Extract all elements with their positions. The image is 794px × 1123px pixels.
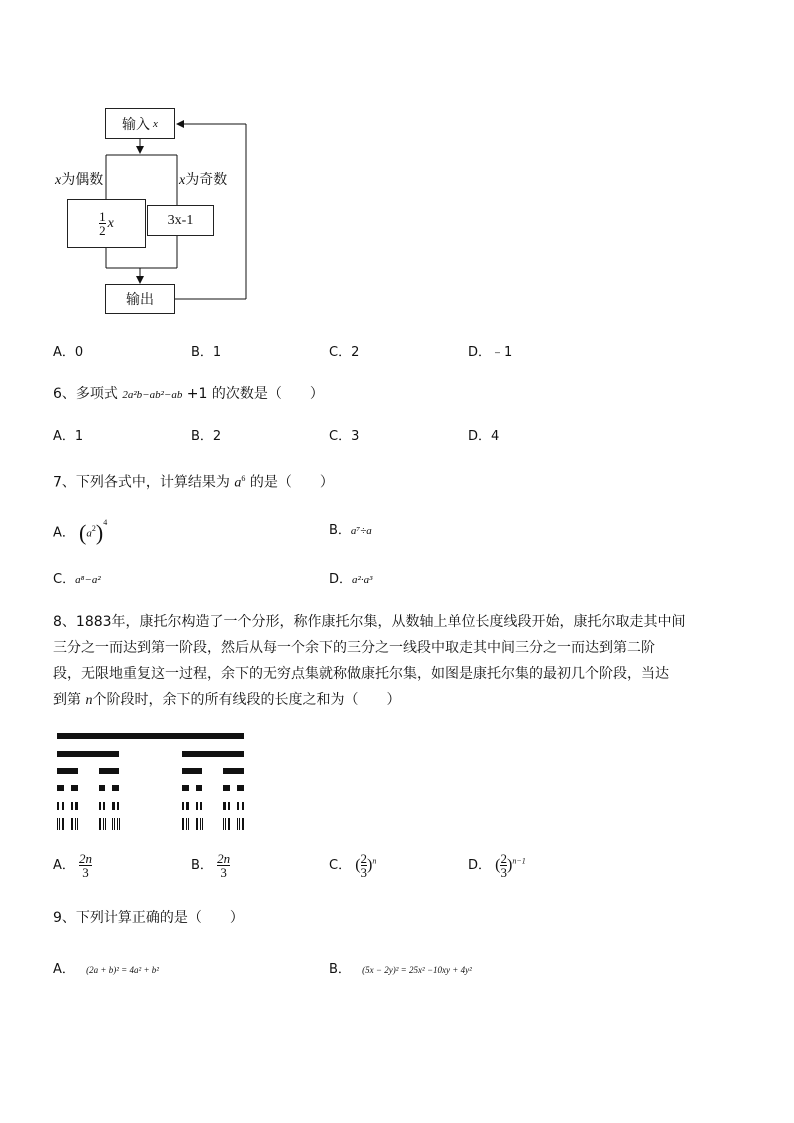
q6-option-d[interactable] (468, 428, 499, 446)
input-label: 输入 (122, 116, 151, 133)
q7-option-d[interactable] (329, 571, 372, 589)
cantor-segment (223, 785, 230, 791)
q6-prefix: 6、多项式 (53, 386, 118, 402)
cantor-segment (243, 818, 244, 830)
cantor-segment (75, 802, 78, 810)
q8-line-3: 段，无限地重复这一过程，余下的无穷点集就称做康托尔集，如图是康托尔集的最初几个阶段，当达 (53, 666, 669, 682)
half-var: x (107, 215, 114, 231)
cantor-segment (188, 818, 189, 830)
cantor-segment (229, 818, 230, 830)
cantor-segment (182, 785, 189, 791)
cantor-segment (57, 768, 78, 774)
cantor-segment (182, 751, 244, 757)
q8-option-b-letter: B． (191, 858, 213, 873)
cantor-segment (72, 818, 73, 830)
q6-suffix: 的次数是（ ） (211, 386, 324, 402)
cantor-set-figure (57, 733, 247, 833)
q8-option-c-exp: n (372, 856, 377, 866)
q7-option-b-letter: B． (329, 523, 351, 538)
q7-option-a-outer-exp: 4 (103, 518, 108, 527)
q8-option-d-exp: n−1 (512, 856, 526, 866)
q8-option-d-letter: D． (468, 858, 492, 873)
q8-option-a-den: 3 (82, 865, 89, 880)
q8-option-d-den: 3 (500, 865, 507, 880)
q8-option-a-fraction (79, 852, 92, 879)
q8-line-1: 8、1883年，康托尔构造了一个分形，称作康托尔集，从数轴上单位长度线段开始，康托尔取走其中间 (53, 614, 686, 630)
q8-line-2: 三分之一而达到第一阶段，然后从每一个余下的三分之一线段中取走其中间三分之一而达到第二阶 (53, 640, 655, 656)
odd-condition-var: x (179, 173, 186, 188)
half-den: 2 (99, 223, 106, 238)
q7-option-d-letter: D． (329, 572, 353, 587)
q5-option-a-text: 0 (74, 345, 84, 360)
q7-option-a[interactable]: A． $(a^2)^4$ (53, 518, 108, 545)
q9-option-a-letter: A． (53, 962, 75, 977)
q9-option-b-letter: B． (329, 962, 351, 977)
q9-option-a[interactable] (53, 960, 159, 979)
cantor-segment (99, 802, 101, 810)
output-label: 输出 (126, 292, 154, 308)
even-condition-text: 为偶数 (61, 172, 104, 188)
q8-line-4 (53, 690, 400, 711)
q5-option-c-letter: C． (329, 345, 352, 360)
q8-option-c[interactable]: C． ( $\frac{2}{3}$ )$^n$ (329, 851, 377, 880)
cantor-segment (99, 785, 105, 791)
cantor-segment (103, 802, 105, 810)
q6-option-d-text: 4 (491, 429, 500, 444)
q6-option-b-text: 2 (212, 429, 222, 444)
q5-option-d-letter: D． (468, 345, 492, 360)
cantor-segment (103, 818, 104, 830)
input-var: x (153, 117, 158, 130)
q8-line-4-pre: 到第 (53, 692, 81, 708)
q8-line-4-post: 个阶段时，余下的所有线段的长度之和为（ ） (92, 692, 401, 708)
cantor-segment (182, 802, 184, 810)
q8-option-b-num: 2n (217, 851, 231, 866)
cantor-segment (117, 818, 118, 830)
even-condition (55, 169, 103, 189)
q6-option-c[interactable] (329, 428, 359, 446)
q8-option-a-num: 2n (79, 851, 93, 866)
q8-option-c-num: 2 (360, 851, 368, 866)
cantor-segment (228, 802, 230, 810)
half-num: 1 (99, 209, 106, 224)
q7-suffix: 的是（ ） (249, 474, 334, 491)
odd-condition-text: 为奇数 (185, 172, 228, 188)
q8-option-b-fraction (217, 852, 230, 879)
q6-option-b[interactable] (191, 428, 221, 446)
cantor-segment (242, 802, 244, 810)
output-box (105, 284, 175, 314)
q6-plus-one: +1 (186, 386, 208, 402)
q5-option-c[interactable] (329, 344, 359, 362)
q8-option-d[interactable]: D． ( $\frac{2}{3}$ )$^{n-1}$ (468, 851, 526, 880)
q5-option-d[interactable] (468, 344, 512, 362)
cantor-segment (112, 785, 119, 791)
cantor-segment (223, 802, 226, 810)
q7-option-a-base: a (86, 527, 92, 540)
cantor-segment (237, 785, 244, 791)
q6-option-c-text: 3 (351, 429, 360, 444)
cantor-segment (237, 818, 238, 830)
q7-stem (53, 469, 334, 494)
cantor-segment (114, 818, 115, 830)
cantor-segment (105, 818, 106, 830)
even-condition-var: x (55, 173, 62, 188)
q9-option-a-text: (2a + b)² = 4a² + b² (86, 965, 159, 975)
cantor-segment (77, 818, 78, 830)
q5-option-c-text: 2 (351, 345, 360, 360)
three-x-minus-one-label: 3x-1 (167, 212, 194, 228)
q8-option-b-den: 3 (220, 865, 227, 880)
q9-option-b[interactable] (329, 960, 472, 979)
cantor-segment (57, 818, 58, 830)
cantor-segment (182, 768, 202, 774)
q6-option-a-text: 1 (74, 429, 84, 444)
cantor-segment (57, 751, 119, 757)
q7-option-a-inner-exp: 2 (91, 524, 96, 533)
q8-option-d-num: 2 (500, 851, 507, 866)
q7-prefix: 7、下列各式中，计算结果为 (53, 474, 230, 491)
cantor-segment (59, 818, 60, 830)
cantor-segment (57, 802, 59, 810)
q9-option-b-text: (5x − 2y)² = 25x² −10xy + 4y² (362, 965, 472, 975)
input-box (105, 108, 175, 139)
cantor-segment (75, 818, 76, 830)
q6-expression: 2a²b−ab²−ab (122, 389, 183, 401)
cantor-segment (62, 802, 64, 810)
cantor-segment (186, 818, 187, 830)
q6-option-c-letter: C． (329, 429, 352, 444)
cantor-segment (186, 802, 189, 810)
cantor-segment (196, 785, 202, 791)
cantor-segment (112, 818, 113, 830)
q7-option-b[interactable] (329, 522, 372, 540)
q7-option-b-text: a⁷÷a (350, 525, 372, 537)
cantor-segment (225, 818, 226, 830)
q6-option-a[interactable] (53, 428, 83, 446)
cantor-segment (100, 818, 101, 830)
q6-option-d-letter: D． (468, 429, 492, 444)
half-x-box (67, 199, 146, 248)
q8-option-b[interactable] (191, 852, 230, 879)
cantor-segment (119, 818, 120, 830)
q5-option-b-letter: B． (191, 345, 213, 360)
cantor-segment (237, 802, 239, 810)
q5-option-d-text: ﹣1 (491, 345, 513, 360)
cantor-segment (57, 733, 244, 739)
cantor-segment (71, 802, 73, 810)
cantor-segment (112, 802, 115, 810)
cantor-segment (196, 802, 198, 810)
cantor-segment (99, 768, 119, 774)
q8-option-c-letter: C． (329, 858, 352, 873)
q6-stem (53, 384, 324, 405)
q7-option-c[interactable] (53, 571, 101, 589)
q7-option-c-text: a⁸−a² (75, 574, 101, 586)
cantor-segment (183, 818, 184, 830)
q6-option-b-letter: B． (191, 429, 213, 444)
q9-stem: 9、下列计算正确的是（ ） (53, 910, 244, 926)
q7-target-base: a (234, 475, 242, 491)
cantor-segment (239, 818, 240, 830)
cantor-segment (200, 818, 201, 830)
q7-target-exp: 6 (241, 474, 246, 483)
cantor-segment (223, 818, 224, 830)
three-x-minus-one-box (147, 205, 214, 236)
q5-option-b[interactable] (191, 344, 221, 362)
q8-option-a[interactable] (53, 852, 92, 879)
cantor-segment (200, 802, 202, 810)
odd-condition (179, 169, 227, 189)
q7-option-d-text: a²·a³ (352, 574, 373, 586)
q7-option-c-letter: C． (53, 572, 76, 587)
q5-option-b-text: 1 (212, 345, 222, 360)
q5-option-a-letter: A． (53, 345, 75, 360)
cantor-segment (223, 768, 244, 774)
cantor-segment (57, 785, 64, 791)
cantor-segment (63, 818, 64, 830)
half-fraction (99, 210, 106, 237)
flowchart-connectors (0, 0, 300, 330)
q7-option-a-letter: A． (53, 525, 75, 541)
q5-option-a[interactable] (53, 344, 83, 362)
cantor-segment (202, 818, 203, 830)
cantor-segment (71, 785, 78, 791)
q8-option-a-letter: A． (53, 858, 75, 873)
cantor-segment (197, 818, 198, 830)
q6-option-a-letter: A． (53, 429, 75, 444)
cantor-segment (117, 802, 119, 810)
q8-line-4-var: n (85, 693, 93, 708)
q8-option-c-den: 3 (360, 865, 368, 880)
